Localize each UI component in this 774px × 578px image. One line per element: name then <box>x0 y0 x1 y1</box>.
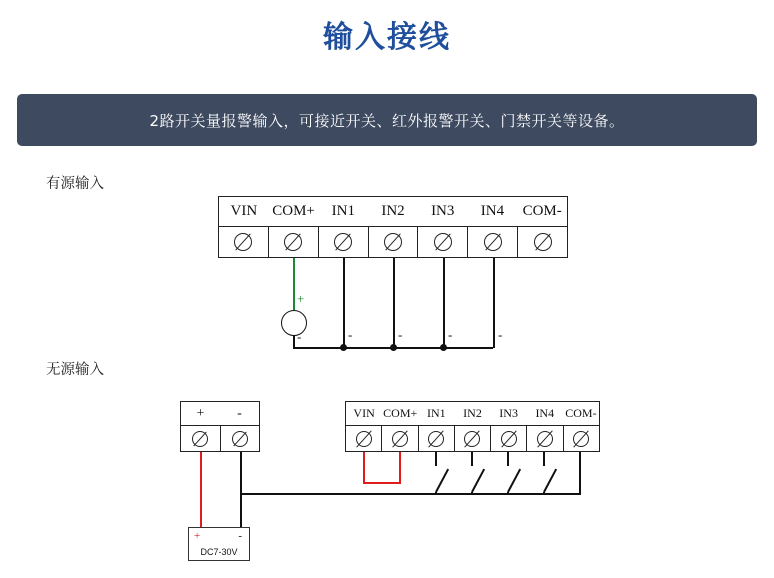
screw-icon <box>434 233 452 251</box>
terminal-screw-cell <box>418 227 468 257</box>
terminal-label: + <box>196 405 205 421</box>
terminal-label: VIN <box>230 203 258 219</box>
screw-icon <box>384 233 402 251</box>
wire-in4 <box>493 258 495 348</box>
screw-icon <box>573 431 589 447</box>
page-title: 输入接线 <box>323 20 451 55</box>
screw-icon <box>392 431 408 447</box>
wire-red-jumper <box>363 482 401 484</box>
wire-in3-return <box>507 492 509 495</box>
screw-icon <box>537 431 553 447</box>
terminal-screw-cell <box>564 426 599 452</box>
screw-icon <box>284 233 302 251</box>
terminal-label: IN4 <box>480 203 505 219</box>
screw-icon <box>356 431 372 447</box>
terminal-label: COM+ <box>383 406 418 420</box>
dc-source-label: DC7-30V <box>200 547 238 557</box>
dc-plus-sign: + <box>194 530 201 542</box>
screw-icon <box>428 431 444 447</box>
switch-in3 <box>507 466 527 492</box>
wire-com-red <box>399 452 401 484</box>
wire-dc-minus <box>240 493 242 527</box>
terminal-screw-cell <box>346 426 382 452</box>
terminal-screw-cell <box>369 227 419 257</box>
switch-in1 <box>435 466 455 492</box>
terminal-screw-cell <box>527 426 563 452</box>
terminal-label: - <box>237 405 242 421</box>
wire-in1 <box>343 258 345 348</box>
screw-icon <box>501 431 517 447</box>
wire-vin-red <box>363 452 365 484</box>
wire-com-neg <box>579 452 581 495</box>
dc-minus-sign: - <box>238 530 242 542</box>
passive-terminal-labels <box>346 402 599 426</box>
wire-power-minus <box>240 452 242 495</box>
wire-in1-return <box>435 492 437 495</box>
terminal-label: IN1 <box>331 203 355 219</box>
terminal-label: IN1 <box>427 406 446 420</box>
terminal-label: COM- <box>522 203 562 219</box>
wire-in3 <box>443 258 445 348</box>
wire-in2-return <box>471 492 473 495</box>
wire-in3-passive <box>507 452 509 466</box>
terminal-screw-cell <box>219 227 269 257</box>
screw-icon <box>334 233 352 251</box>
wire-in1-passive <box>435 452 437 466</box>
terminal-label: COM- <box>565 406 597 420</box>
terminal-screw-cell <box>518 227 567 257</box>
wire-com-plus <box>293 258 295 310</box>
branch-minus-sign: - <box>448 327 453 342</box>
info-banner <box>17 94 757 146</box>
terminal-screw-cell <box>455 426 491 452</box>
terminal-label: IN3 <box>499 406 518 420</box>
screw-icon <box>192 431 208 447</box>
powered-terminal-block <box>218 196 568 258</box>
terminal-screw-cell <box>382 426 418 452</box>
terminal-label: IN2 <box>463 406 482 420</box>
powered-input-caption: 有源输入 <box>46 176 104 192</box>
power-terminal-screws <box>181 426 259 452</box>
terminal-screw-cell <box>419 426 455 452</box>
terminal-screw-cell <box>181 426 221 452</box>
terminal-screw-cell <box>491 426 527 452</box>
powered-terminal-labels <box>219 197 567 227</box>
wire-in4-passive <box>543 452 545 466</box>
branch-minus-sign: - <box>498 327 503 342</box>
switch-in4 <box>543 466 563 492</box>
info-banner-text: 2路开关量报警输入，可接近开关、红外报警开关、门禁开关等设备。 <box>149 111 625 130</box>
terminal-label: IN2 <box>381 203 405 219</box>
junction-node <box>340 344 347 351</box>
terminal-screw-cell <box>319 227 369 257</box>
screw-icon <box>232 431 248 447</box>
terminal-screw-cell <box>269 227 319 257</box>
branch-minus-sign: - <box>348 327 353 342</box>
power-source-symbol <box>281 310 307 336</box>
passive-power-terminal-block <box>180 401 260 452</box>
wire-power-plus <box>200 452 202 527</box>
screw-icon <box>234 233 252 251</box>
screw-icon <box>464 431 480 447</box>
passive-terminal-block <box>345 401 600 452</box>
wire-in4-return <box>543 492 545 495</box>
terminal-label: IN3 <box>431 203 455 219</box>
terminal-label: COM+ <box>272 203 315 219</box>
source-minus-sign: - <box>297 329 302 344</box>
wire-passive-bus <box>240 493 580 495</box>
terminal-screw-cell <box>221 426 260 452</box>
junction-node <box>440 344 447 351</box>
terminal-screw-cell <box>468 227 518 257</box>
powered-terminal-screws <box>219 227 567 257</box>
screw-icon <box>534 233 552 251</box>
terminal-label: IN4 <box>535 406 555 420</box>
screw-icon <box>484 233 502 251</box>
wire-in2 <box>393 258 395 348</box>
terminal-label: VIN <box>353 406 375 420</box>
junction-node <box>390 344 397 351</box>
passive-input-caption: 无源输入 <box>46 362 104 378</box>
wire-in2-passive <box>471 452 473 466</box>
dc-source-box <box>188 527 250 561</box>
source-plus-sign: + <box>297 291 305 306</box>
power-terminal-labels <box>181 402 259 426</box>
branch-minus-sign: - <box>398 327 403 342</box>
switch-in2 <box>471 466 491 492</box>
passive-terminal-screws <box>346 426 599 452</box>
